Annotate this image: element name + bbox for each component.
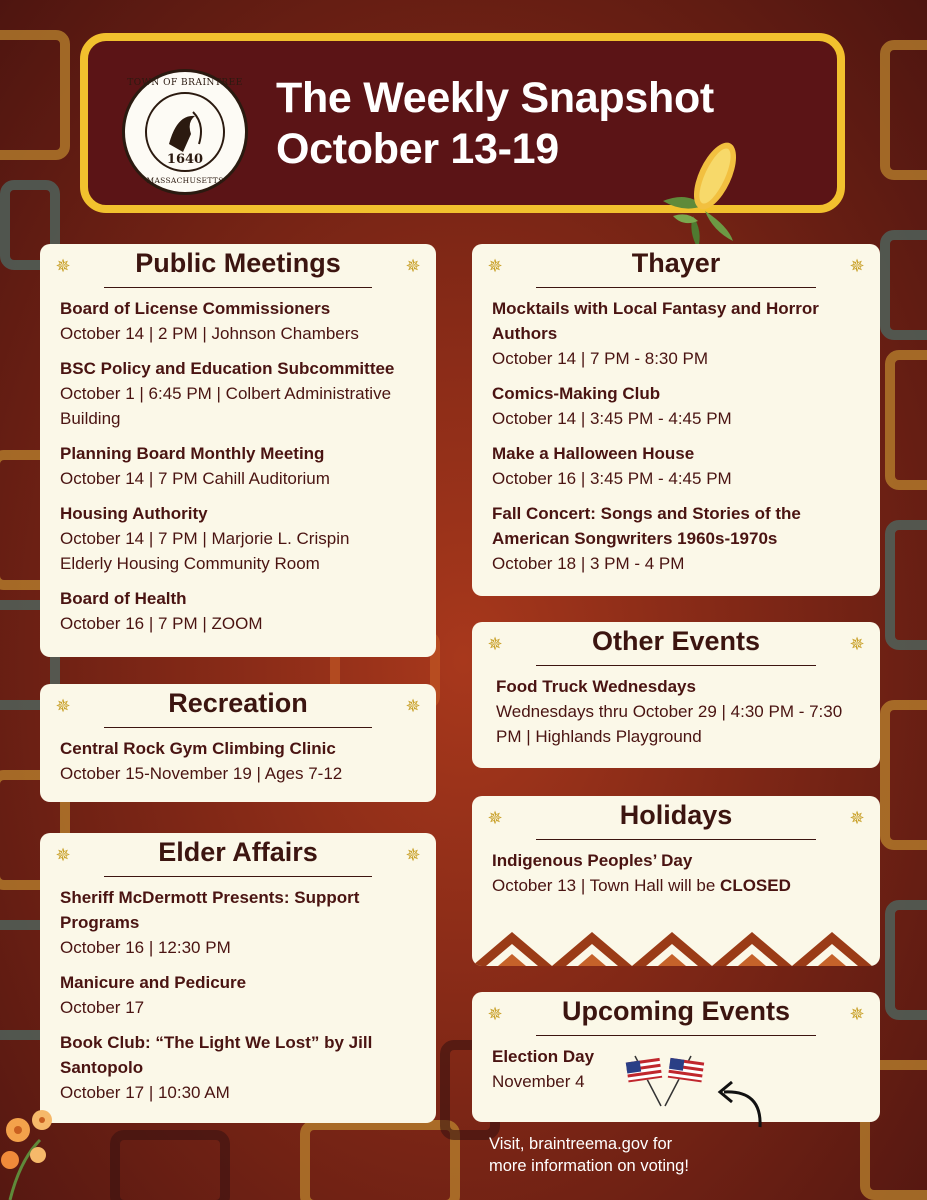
- thayer-card: [472, 244, 880, 596]
- title-line-1: The Weekly Snapshot: [276, 74, 714, 122]
- seal-top-text: TOWN OF BRAINTREE: [127, 78, 243, 88]
- divider: [536, 839, 816, 840]
- other-events-card: [472, 622, 880, 768]
- event-name: Sheriff McDermott Presents: Support Programs: [60, 888, 360, 932]
- event-item: [60, 885, 424, 960]
- sparkle-icon: ✵: [405, 696, 421, 717]
- event-detail: October 16 | 3:45 PM - 4:45 PM: [492, 469, 732, 488]
- event-detail: October 14 | 7 PM | Marjorie L. Crispin Elderly Housing Community Room: [60, 529, 350, 573]
- event-detail: October 17: [60, 998, 145, 1017]
- voting-info-text: [489, 1133, 689, 1177]
- recreation-card: [40, 684, 436, 802]
- event-name: Book Club: “The Light We Lost” by Jill Santopolo: [60, 1033, 373, 1077]
- event-item: [492, 501, 868, 576]
- event-item: [60, 501, 424, 576]
- section-title: Thayer: [631, 248, 721, 278]
- holidays-card: [472, 796, 880, 966]
- event-detail: October 14 | 3:45 PM - 4:45 PM: [492, 409, 732, 428]
- event-item: [496, 674, 868, 749]
- town-seal: [122, 69, 248, 195]
- visit-line-2: more information on voting!: [489, 1157, 689, 1175]
- sparkle-icon: ✵: [55, 256, 71, 277]
- section-title: Upcoming Events: [561, 996, 791, 1026]
- event-name: Board of Health: [60, 589, 187, 608]
- event-detail: October 14 | 7 PM - 8:30 PM: [492, 349, 709, 368]
- event-name: Manicure and Pedicure: [60, 973, 247, 992]
- section-title: Recreation: [168, 688, 308, 718]
- divider: [536, 1035, 816, 1036]
- event-name: Board of License Commissioners: [60, 299, 331, 318]
- event-detail: October 14 | 2 PM | Johnson Chambers: [60, 324, 359, 343]
- sparkle-icon: ✵: [849, 256, 865, 277]
- event-name: BSC Policy and Education Subcommittee: [60, 359, 395, 378]
- event-name: Indigenous Peoples’ Day: [492, 851, 693, 870]
- curved-arrow-icon: [710, 1072, 770, 1132]
- event-item: [492, 296, 868, 371]
- divider: [104, 876, 372, 877]
- public-meetings-card: [40, 244, 436, 657]
- divider: [104, 727, 372, 728]
- american-flags-icon: [625, 1052, 705, 1108]
- event-detail: October 14 | 7 PM Cahill Auditorium: [60, 469, 330, 488]
- visit-line-1: Visit, braintreema.gov for: [489, 1135, 673, 1153]
- closed-label: CLOSED: [720, 876, 791, 895]
- event-name: Mocktails with Local Fantasy and Horror Authors: [492, 299, 819, 343]
- event-detail: October 18 | 3 PM - 4 PM: [492, 554, 685, 573]
- divider: [536, 287, 816, 288]
- event-item: [60, 1030, 424, 1105]
- event-name: Election Day: [492, 1047, 595, 1066]
- sparkle-icon: ✵: [487, 634, 503, 655]
- event-detail: October 16 | 7 PM | ZOOM: [60, 614, 263, 633]
- event-detail: Wednesdays thru October 29 | 4:30 PM - 7:30 PM | Highlands Playground: [496, 702, 843, 746]
- event-detail: October 1 | 6:45 PM | Colbert Administrative Building: [60, 384, 392, 428]
- divider: [104, 287, 372, 288]
- event-item: [60, 296, 424, 346]
- sparkle-icon: ✵: [405, 256, 421, 277]
- tribal-zigzag-border: [472, 918, 880, 966]
- sparkle-icon: ✵: [849, 634, 865, 655]
- event-item: [60, 970, 424, 1020]
- event-name: Make a Halloween House: [492, 444, 695, 463]
- holiday-detail-text: October 13 | Town Hall will be: [492, 876, 721, 895]
- seal-bottom-text: MASSACHUSETTS: [146, 176, 224, 185]
- sparkle-icon: ✵: [55, 845, 71, 866]
- event-detail: October 16 | 12:30 PM: [60, 938, 231, 957]
- section-title: Public Meetings: [135, 248, 341, 278]
- event-detail: October 17 | 10:30 AM: [60, 1083, 230, 1102]
- event-detail: October 15-November 19 | Ages 7-12: [60, 764, 343, 783]
- section-title: Elder Affairs: [158, 837, 318, 867]
- sparkle-icon: ✵: [487, 1004, 503, 1025]
- event-detail: November 4: [492, 1072, 585, 1091]
- flower-decoration-icon: [0, 1100, 70, 1200]
- event-name: Housing Authority: [60, 504, 208, 523]
- sparkle-icon: ✵: [55, 696, 71, 717]
- sparkle-icon: ✵: [849, 808, 865, 829]
- event-name: Planning Board Monthly Meeting: [60, 444, 325, 463]
- sparkle-icon: ✵: [487, 808, 503, 829]
- event-item: [60, 441, 424, 491]
- event-item: [492, 441, 868, 491]
- event-item: [60, 586, 424, 636]
- event-item: [60, 736, 424, 786]
- event-name: Comics-Making Club: [492, 384, 661, 403]
- banksia-flower-icon: [643, 131, 753, 251]
- divider: [536, 665, 816, 666]
- sparkle-icon: ✵: [405, 845, 421, 866]
- event-item: [492, 381, 868, 431]
- event-name: Food Truck Wednesdays: [496, 677, 696, 696]
- event-name: Fall Concert: Songs and Stories of the American Songwriters 1960s-1970s: [492, 504, 801, 548]
- elder-affairs-card: [40, 833, 436, 1123]
- event-item: [60, 356, 424, 431]
- title-line-2: October 13-19: [276, 125, 559, 173]
- header-banner: [80, 33, 845, 213]
- event-name: Central Rock Gym Climbing Clinic: [60, 739, 336, 758]
- section-title: Holidays: [619, 800, 733, 830]
- sparkle-icon: ✵: [849, 1004, 865, 1025]
- event-detail: [492, 873, 868, 898]
- event-item: [492, 848, 868, 898]
- section-title: Other Events: [591, 626, 761, 656]
- seal-year: 1640: [166, 152, 204, 167]
- sparkle-icon: ✵: [487, 256, 503, 277]
